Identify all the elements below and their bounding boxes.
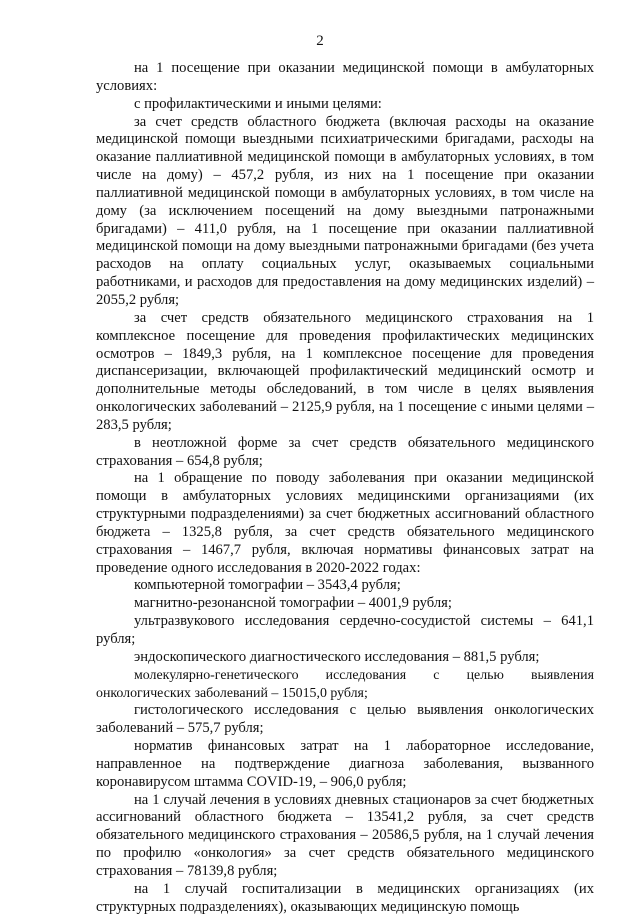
paragraph-mri: магнитно-резонансной томографии – 4001,9 рубля; <box>134 595 452 612</box>
paragraph-regional-budget-visits: за счет средств областного бюджета (включая расходы на оказание медицинской помощи выездными психиатрическими бригадами, расходы на оказание паллиативной медицинской помощи в амбулаторных условиях, в том числе на дому) – 457,2 рубля, из них на 1 посещение при оказании паллиативной медицинской помощи в амбулаторных условиях, в том числе на дому (за исключением посещений на дому выездными патронажными бригадами) – 411,0 рубля, на 1 посещение при оказании паллиативной медицинской помощи на дому выездными патронажными бригадами (без учета расходов на оплату социальных услуг, оказываемых социальными работниками, и расходов для предоставления на дому медицинских изделий) – 2055,2 рубля; <box>96 113 594 308</box>
page-number: 2 <box>316 33 324 49</box>
paragraph-ultrasound: ультразвукового исследования сердечно-сосудистой системы – 641,1 рубля; <box>96 613 594 647</box>
document-body <box>96 60 594 917</box>
paragraph-endoscopy: эндоскопического диагностического исследования – 881,5 рубля; <box>134 648 540 665</box>
paragraph-ct-scan: компьютерной томографии – 3543,4 рубля; <box>134 577 401 594</box>
paragraph-disease-appeal: на 1 обращение по поводу заболевания при оказании медицинской помощи в амбулаторных условиях медицинскими организациями (их структурными подразделениями) за счет бюджетных ассигнований областного бюджета – 1325,8 рубля, за счет средств обязательного медицинского страхования – 1467,7 рубля, включая нормативы финансовых затрат на проведение одного исследования в 2020-2022 годах: <box>96 470 594 576</box>
paragraph-oms-complex-visits: за счет средств обязательного медицинского страхования на 1 комплексное посещение для проведения профилактических медицинских осмотров – 1849,3 рубля, на 1 комплексное посещение для проведения диспансеризации, включающей профилактический медицинский осмотр и дополнительные методы обследований, в том числе в целях выявления онкологических заболеваний – 2125,9 рубля, на 1 посещение с иными целями – 283,5 рубля; <box>96 309 594 433</box>
paragraph-day-hospital: на 1 случай лечения в условиях дневных стационаров за счет бюджетных ассигнований областного бюджета – 13541,2 рубля, за счет средств обязательного медицинского страхования – 20586,5 рубля, на 1 случай лечения по профилю «онкология» за счет средств обязательного медицинского страхования – 78139,8 рубля; <box>96 791 594 879</box>
paragraph-emergency-form: в неотложной форме за счет средств обязательного медицинского страхования – 654,8 рубля; <box>96 434 594 469</box>
paragraph-preventive-purposes: с профилактическими и иными целями: <box>134 95 382 112</box>
paragraph-molecular-genetic: молекулярно-генетического исследования с целью выявления онкологических заболеваний – 15015,0 рубля; <box>96 667 594 701</box>
paragraph-hospitalization: на 1 случай госпитализации в медицинских организациях (их структурных подразделениях), оказывающих медицинскую помощь <box>96 880 594 915</box>
paragraph-covid-lab-test: норматив финансовых затрат на 1 лабораторное исследование, направленное на подтверждение диагноза заболевания, вызванного коронавирусом штамма COVID-19, – 906,0 рубля; <box>96 738 594 790</box>
paragraph-histological: гистологического исследования с целью выявления онкологических заболеваний – 575,7 рубля; <box>96 702 594 737</box>
paragraph-outpatient-visit: на 1 посещение при оказании медицинской помощи в амбулаторных условиях: <box>96 60 594 94</box>
